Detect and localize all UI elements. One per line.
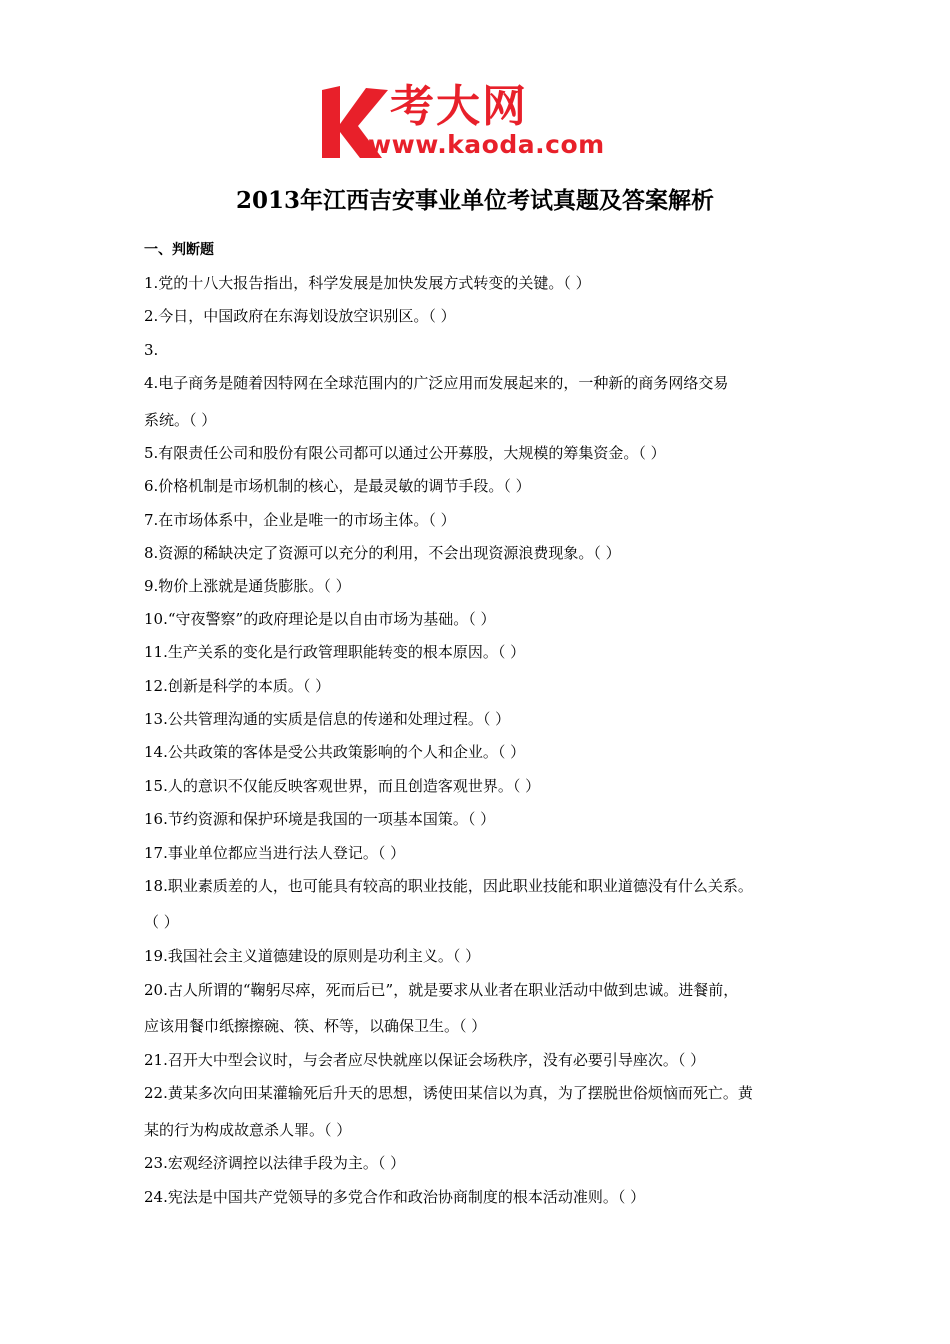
logo-chinese-text: 考大网 (390, 81, 528, 132)
question-line: 21.召开大中型会议时，与会者应尽快就座以保证会场秩序，没有必要引导座次。（ ） (144, 1051, 706, 1069)
question-line: （ ） (144, 913, 179, 931)
question-line: 14.公共政策的客体是受公共政策影响的个人和企业。（ ） (144, 743, 526, 761)
question-line: 系统。（ ） (144, 411, 217, 429)
question-line: 4.电子商务是随着因特网在全球范围内的广泛应用而发展起来的，一种新的商务网络交易 (144, 374, 729, 392)
question-line: 12.创新是科学的本质。（ ） (144, 677, 331, 695)
question-line: 8.资源的稀缺决定了资源可以充分的利用，不会出现资源浪费现象。（ ） (144, 544, 621, 562)
question-line: 22.黄某多次向田某灌输死后升天的思想，诱使田某信以为真，为了摆脱世俗烦恼而死亡。黄 (144, 1084, 753, 1102)
question-line: 3. (144, 341, 159, 359)
document-title: 2013年江西吉安事业单位考试真题及答案解析 (235, 187, 714, 214)
question-line: 2.今日，中国政府在东海划设放空识别区。（ ） (144, 307, 456, 325)
question-line: 5.有限责任公司和股份有限公司都可以通过公开募股，大规模的筹集资金。（ ） (144, 444, 666, 462)
question-line: 16.节约资源和保护环境是我国的一项基本国策。（ ） (144, 810, 496, 828)
question-line: 11.生产关系的变化是行政管理职能转变的根本原因。（ ） (144, 643, 526, 661)
question-line: 15.人的意识不仅能反映客观世界，而且创造客观世界。（ ） (144, 777, 541, 795)
question-line: 18.职业素质差的人，也可能具有较高的职业技能，因此职业技能和职业道德没有什么关系。 (144, 877, 753, 895)
question-line: 23.宏观经济调控以法律手段为主。（ ） (144, 1154, 406, 1172)
logo-url-text: www.kaoda.com (368, 130, 605, 159)
question-line: 7.在市场体系中，企业是唯一的市场主体。（ ） (144, 511, 456, 529)
question-line: 10.“守夜警察”的政府理论是以自由市场为基础。（ ） (144, 610, 496, 628)
question-line: 9.物价上涨就是通货膨胀。（ ） (144, 577, 351, 595)
question-line: 某的行为构成故意杀人罪。（ ） (144, 1121, 352, 1139)
question-line: 1.党的十八大报告指出，科学发展是加快发展方式转变的关键。（ ） (144, 274, 591, 292)
question-line: 17.事业单位都应当进行法人登记。（ ） (144, 844, 406, 862)
question-line: 应该用餐巾纸擦擦碗、筷、杯等，以确保卫生。（ ） (144, 1017, 487, 1035)
question-line: 19.我国社会主义道德建设的原则是功利主义。（ ） (144, 947, 481, 965)
question-line: 13.公共管理沟通的实质是信息的传递和处理过程。（ ） (144, 710, 511, 728)
question-line: 6.价格机制是市场机制的核心，是最灵敏的调节手段。（ ） (144, 477, 531, 495)
question-line: 20.古人所谓的“鞠躬尽瘁，死而后已”，就是要求从业者在职业活动中做到忠诚。进餐前， (144, 981, 739, 999)
kaoda-logo (318, 80, 638, 162)
section-heading: 一、判断题 (144, 242, 214, 258)
question-line: 24.宪法是中国共产党领导的多党合作和政治协商制度的根本活动准则。（ ） (144, 1188, 646, 1206)
